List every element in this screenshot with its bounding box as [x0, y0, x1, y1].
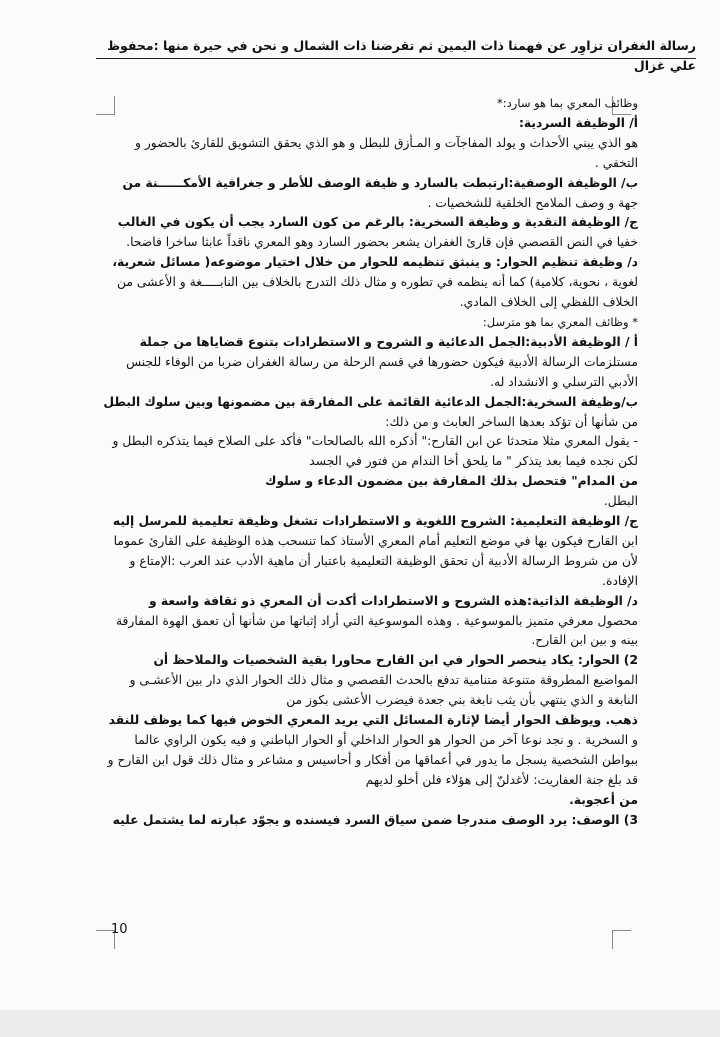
paragraph: د/ الوظيفة الذاتية:هذه الشروح و الاستطرادات أكدت أن المعري ذو ثقافة واسعة و — [148, 593, 638, 608]
paragraph: أ / الوظيفة الأدبية:الجمل الدعائية و الشروح و الاستطرادات بتنوع قضاياها من جملة — [139, 334, 638, 349]
paragraph: خفيا في النص القصصي فإن قارئ الغفران يشعر بحضور السارد وهو المعري ناقداً عابثا ساخرا فاضحا. — [126, 235, 638, 250]
paragraph: 2) الحوار: يكاد ينحصر الحوار في ابن القارح محاورا بقية الشخصيات والملاحظ أن — [153, 653, 638, 668]
paragraph: من أعجوبة. — [569, 792, 638, 807]
paragraph: ذهب. ويوظف الحوار أيضا لإثارة المسائل التي يريد المعري الخوض فيها كما يوظف للنقد — [108, 713, 638, 728]
page-number: 10 — [111, 922, 128, 937]
paragraph: البطل. — [603, 494, 638, 509]
paragraph: ب/ الوظيفة الوصفية:ارتبطت بالسارد و ظيفة الوصف للأطر و جغرافية الأمكــــــنة من — [122, 175, 638, 190]
header-line-1: رسالة الغفران تزاوِر عن فهمنا ذات اليمين ثم تقرضنا ذات الشمال و نحن في حيرة منها :محفوظ — [107, 38, 696, 53]
paragraph: جهة و وصف الملامح الخلقية للشخصيات . — [427, 195, 638, 210]
paragraph: مستلزمات الرسالة الأدبية فيكون حضورها في قسم الرحلة من رسالة الغفران ضربا من الوفاء للجنس الأدبي الترسلي و الانشداد له. — [126, 354, 638, 389]
paragraph: ابن القارح فيكون بها في موضع التعليم أمام المعري الأستاذ كما تنسحب هذه الوظيفة على القارئ عموما لأن من شروط الرسالة الأدبية أن تحقق الوظيفة التعليمية باعتبار أن ماهية الأدب عند العرب :الإمتاع و الإفادة. — [113, 533, 638, 588]
header-line-2: علي غزال — [633, 58, 696, 73]
document-body — [98, 94, 638, 831]
header-rule — [96, 58, 696, 59]
paragraph: و السخرية . و نجد نوعا آخر من الحوار هو الحوار الداخلي أو الحوار الباطني و فيه يكون الراوي عالما ببواطن الشخصية يسجل ما يدور في أعماقها من أفكار و أحاسيس و مشاعر و مثال ذلك قول ابن القارح و قد بلغ جنة العفاريت: لأغدلنّ إلى هؤلاء فلن أخلو لديهم — [107, 733, 638, 787]
paragraph: ب/وظيفة السخرية:الجمل الدعائية القائمة على المفارقة بين مضمونها وبين سلوك البطل — [103, 394, 638, 409]
paragraph: ج/ الوظيفة النقدية و وظيفة السخرية: بالرغم من كون السارد يجب أن يكون في الغالب — [117, 215, 638, 230]
paragraph: المواضيع المطروقة متنوعة متنامية تدفع بالحدث القصصي و مثال ذلك الحوار الذي دار بين الأعشـى و النابغة و الذي ينتهي بأن يثب نابغة بني جعدة فيضرب الأعشى بكوز من — [129, 673, 638, 708]
paragraph: لغوية ، نحوية، كلامية) كما أنه ينظمه في تطوره و مثال ذلك التدرج بالخلاف بين النابـــــغة و الأعشى من الخلاف اللفظي إلى الخلاف المادي. — [117, 275, 638, 310]
paragraph: د/ وظيفة تنظيم الحوار: و ينبثق تنظيمه للحوار من خلال اختيار موضوعه( مسائل شعرية، — [112, 255, 638, 270]
crop-mark-bottom-right — [612, 930, 631, 949]
paragraph: 3) الوصف: يرد الوصف مندرجا ضمن سياق السرد فيسنده و يجوّد عبارته لما يشتمل عليه — [112, 812, 638, 827]
paragraph: محصول معرفي متميز بالموسوعية . وهذه الموسوعية التي أراد إثباتها من شأنها أن تعمق الهوة المفارقة بينه و بين ابن القارح. — [115, 613, 638, 648]
page-bottom-margin — [0, 1010, 720, 1037]
running-header — [96, 36, 696, 76]
paragraph: من المدام" فتحصل بذلك المفارقة بين مضمون الدعاء و سلوك — [265, 474, 638, 489]
paragraph: - يقول المعري مثلا متحدثا عن ابن القارح:" أذكره الله بالصالحات" فأكد على الصلاح فيما يتذكره البطل و لكن نجده فيما بعد يتذكر " ما يلحق أخا الندام من فتور في الجسد — [112, 434, 638, 469]
paragraph: من شأنها أن تؤكد بعدها الساخر العابث و من ذلك: — [385, 414, 638, 429]
paragraph: ج/ الوظيفة التعليمية: الشروح اللغوية و الاستطرادات تشغل وظيفة تعليمية للمرسل إليه — [112, 514, 638, 529]
paragraph: هو الذي يبني الأحداث و يولد المفاجآت و المـأزق للبطل و هو الذي يحقق التشويق للقارئ بالحضور و التخفي . — [135, 135, 638, 170]
paragraph: * وظائف المعري بما هو مترسل: — [482, 314, 638, 329]
paragraph: وظائف المعري بما هو سارد:* — [497, 96, 638, 110]
paragraph: أ/ الوظيفة السردية: — [518, 115, 638, 130]
